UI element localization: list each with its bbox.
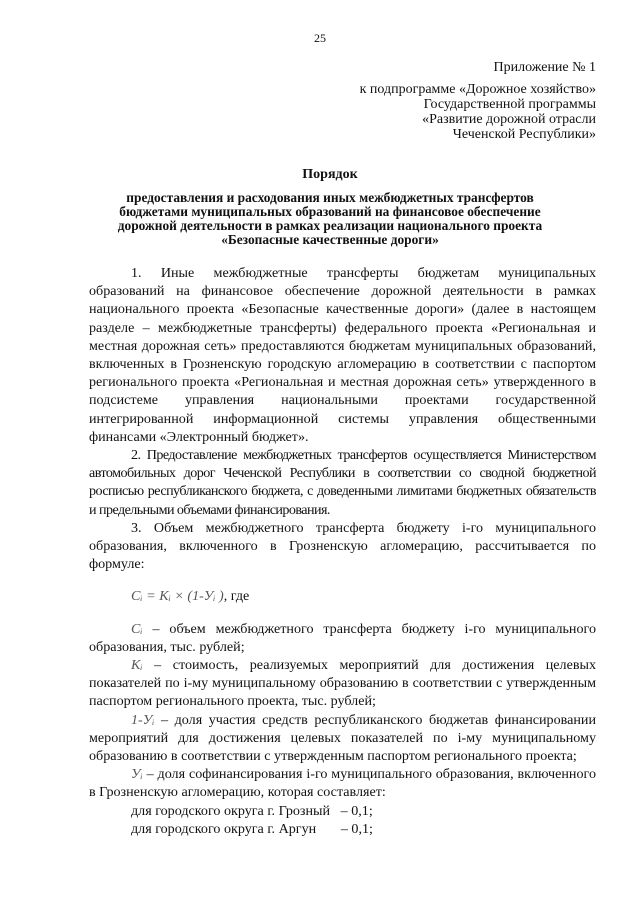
page-number: 25	[314, 31, 326, 45]
heading-title: Порядок	[302, 167, 358, 182]
heading-subtitle-line: дорожной деятельности в рамках реализации национального проекта	[117, 218, 543, 233]
symbol-y: Уᵢ	[131, 766, 143, 783]
formula-suffix: , где	[223, 588, 250, 605]
share-item	[89, 802, 596, 820]
heading-subtitle-line: предоставления и расходования иных межбюджетных трансфертов	[126, 190, 534, 205]
symbol-one-minus-y: 1-Уᵢ	[131, 711, 155, 728]
share-value: – 0,1;	[340, 820, 373, 837]
formula-expression: Cᵢ = Kᵢ × (1-Уᵢ )	[131, 588, 224, 605]
document-heading	[60, 167, 600, 247]
definition-k	[89, 656, 596, 711]
paragraph-3: 3. Объем межбюджетного трансферта бюджету i-го муниципального образования, включенного в Грозненскую агломерацию, рассчитывается по формуле:	[89, 519, 596, 573]
appendix-title: Приложение № 1	[493, 60, 596, 75]
share-label: для городского округа г. Аргун	[131, 820, 317, 837]
appendix-line: к подпрограмме «Дорожное хозяйство»	[359, 82, 596, 97]
share-value: – 0,1;	[340, 802, 373, 819]
definition-y-text: – доля софинансирования i-го муниципального образования, включенного в Грозненскую агломерацию, которая составляет:	[89, 766, 596, 801]
heading-subtitle-line: бюджетами муниципальных образований на финансовое обеспечение	[119, 204, 541, 219]
definition-c-text: – объем межбюджетного трансферта бюджету i-го муниципального образования, тыс. рублей;	[89, 620, 596, 655]
symbol-c: Cᵢ	[131, 620, 143, 637]
paragraph-2: 2. Предоставление межбюджетных трансфертов осуществляется Министерством автомобильных дорог Чеченской Республики в соответствии со сводной бюджетной росписью республиканского бюджета, с доведенными лимитами бюджетных обязательств и предельными объемами финансирования.	[89, 447, 596, 518]
appendix-line: Государственной программы	[423, 97, 596, 112]
document-body	[89, 264, 596, 838]
definition-one-minus-y-text: – доля участия средств республиканского бюджетав финансировании мероприятий для достижения целевых показателей по i-му муниципальному образованию в соответствии с утвержденным паспортом регионального проекта;	[89, 711, 596, 765]
definition-y	[89, 765, 596, 801]
appendix-line: «Развитие дорожной отрасли	[422, 112, 596, 127]
definition-c	[89, 620, 596, 656]
definition-k-text: – стоимость, реализуемых мероприятий для достижения целевых показателей по i-му муниципальному образованию в соответствии с утвержденным паспортом регионального проекта, тыс. рублей;	[89, 657, 596, 710]
definition-one-minus-y	[89, 711, 596, 766]
share-item	[89, 820, 596, 838]
appendix-line: Чеченской Республики»	[452, 127, 596, 142]
formula	[131, 587, 596, 605]
share-label: для городского округа г. Грозный	[131, 802, 331, 819]
appendix-block	[360, 60, 596, 142]
paragraph-1: 1. Иные межбюджетные трансферты бюджетам муниципальных образований на финансовое обеспечение дорожной деятельности в рамках национального проекта «Безопасные качественные дороги» (далее в настоящем разделе – межбюджетные трансферты) федерального проекта «Региональная и местная дорожная сеть» предоставляются бюджетам муниципальных образований, включенных в Грозненскую городскую агломерацию в соответствии с паспортом регионального проекта «Региональная и местная дорожная сеть» утвержденного в подсистеме управления национальными проектами государственной интегрированной информационной системы управления общественными финансами «Электронный бюджет».	[89, 265, 596, 445]
heading-subtitle-line: «Безопасные качественные дороги»	[221, 232, 439, 247]
symbol-k: Kᵢ	[131, 657, 143, 674]
